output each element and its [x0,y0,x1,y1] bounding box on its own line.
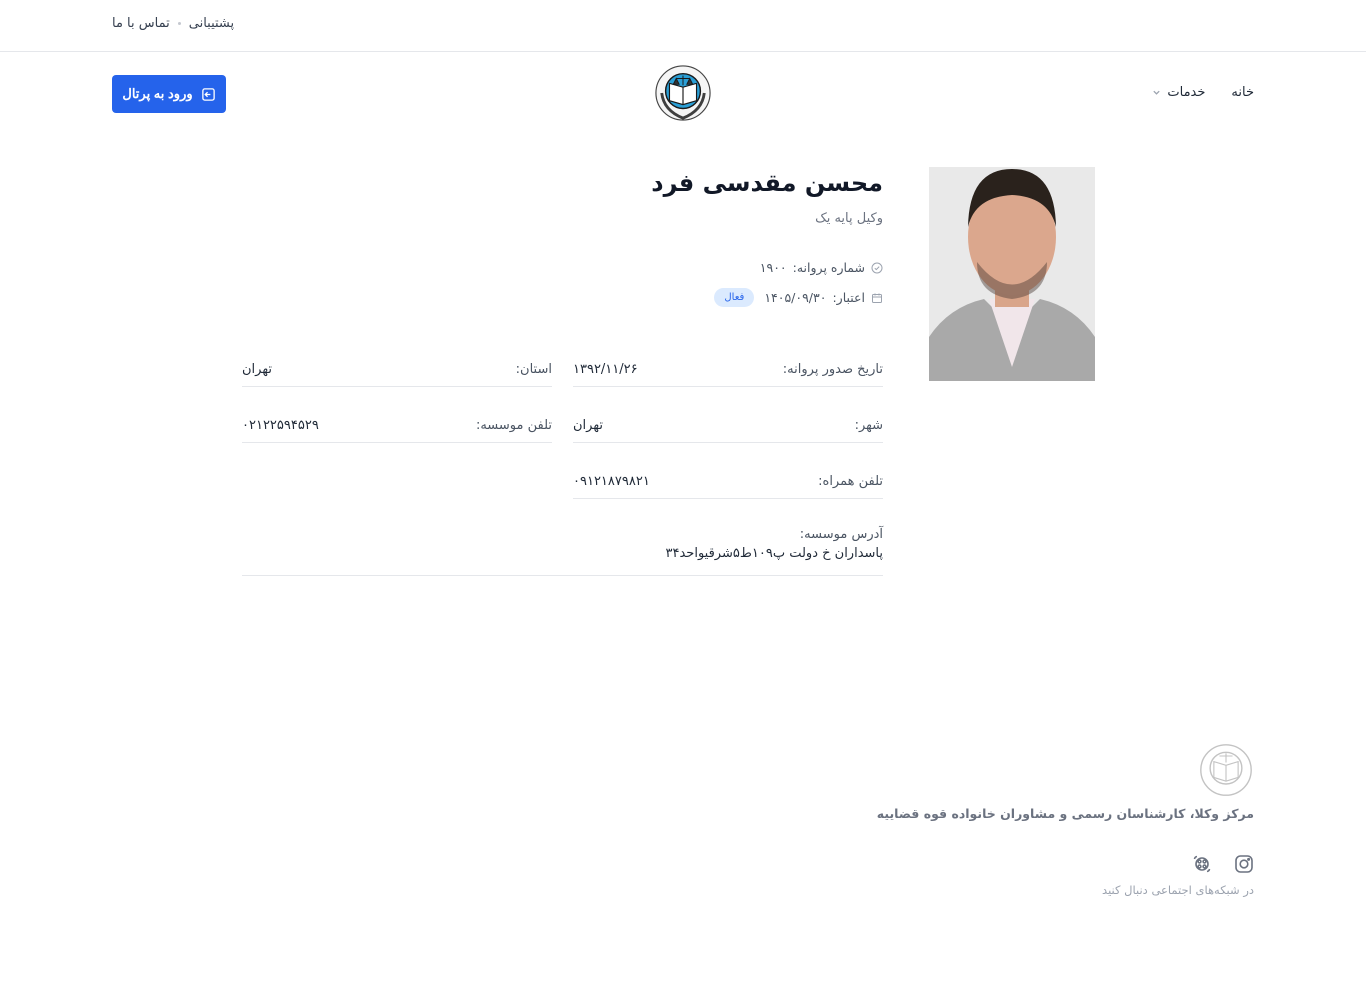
menu-services[interactable] [1152,85,1205,100]
social-links [1192,854,1254,874]
menu-services-label: خدمات [1167,85,1206,100]
province-row [242,353,552,387]
office-phone-label: تلفن موسسه: [475,418,552,433]
top-links [112,16,234,31]
calendar-icon [871,292,883,304]
lawyer-photo [929,167,1095,381]
issue-date-label: تاریخ صدور پروانه: [782,362,883,377]
judiciary-logo [654,64,712,122]
aparat-icon[interactable] [1192,854,1212,874]
instagram-icon[interactable] [1234,854,1254,874]
portal-login-button[interactable] [112,75,226,113]
address-block [242,527,883,576]
city-value: تهران [573,418,603,433]
office-phone-value: ۰۲۱۲۲۵۹۴۵۲۹ [242,418,319,433]
city-label: شهر: [854,418,883,433]
lawyer-name: محسن مقدسی فرد [651,169,883,197]
province-label: استان: [515,362,552,377]
portal-login-label: ورود به پرتال [122,86,193,101]
footer-title: مرکز وکلا، کارشناسان رسمی و مشاوران خانواده قوه قضاییه [876,806,1254,821]
footer-follow-text: در شبکه‌های اجتماعی دنبال کنید [1102,883,1254,897]
top-bar [0,0,1366,52]
validity-value: ۱۴۰۵/۰۹/۳۰ [764,290,827,305]
lawyer-rank: وکیل پایه یک [815,211,883,226]
status-badge: فعال [714,288,754,307]
validity-label: اعتبار: [832,290,865,305]
mobile-label: تلفن همراه: [818,474,883,489]
login-icon [201,87,216,102]
validity-line [714,288,883,307]
main-menu [1152,85,1254,100]
license-label: شماره پروانه: [792,260,865,275]
support-link[interactable]: پشتیبانی [188,16,235,31]
menu-home[interactable]: خانه [1231,85,1254,100]
contact-link[interactable]: تماس با ما [112,16,170,31]
mobile-row [573,465,883,499]
license-value: ۱۹۰۰ [759,260,787,275]
issue-date-row [573,353,883,387]
address-label: آدرس موسسه: [799,527,883,542]
mobile-value: ۰۹۱۲۱۸۷۹۸۲۱ [573,474,650,489]
address-value: پاسداران خ دولت پ۱۰۹ط۵شرقیواحد۳۴ [665,546,883,561]
footer-logo [1198,742,1254,798]
office-phone-row [242,409,552,443]
province-value: تهران [242,362,272,377]
issue-date-value: ۱۳۹۲/۱۱/۲۶ [573,362,638,377]
chevron-down-icon [1152,88,1161,97]
main-navbar [0,52,1366,136]
city-row [573,409,883,443]
separator-dot [178,22,181,25]
license-number-line [760,260,883,275]
check-circle-icon [871,262,883,274]
